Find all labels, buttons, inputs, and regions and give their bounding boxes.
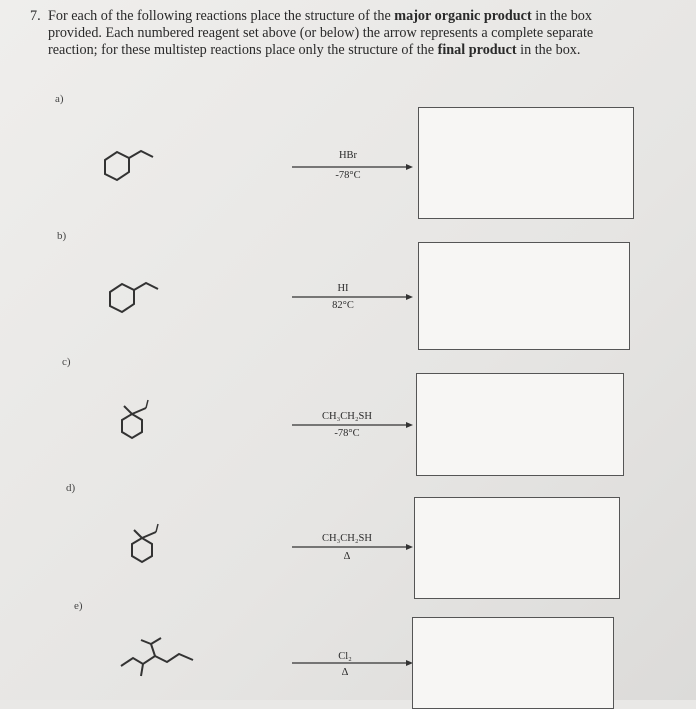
- reagent-e-top: Cl₂: [338, 651, 352, 662]
- reagent-d-bottom: Δ: [343, 551, 351, 562]
- reactant-d-structure: [118, 522, 178, 572]
- reactant-e-structure: [115, 636, 205, 686]
- label-b: b): [57, 230, 67, 242]
- instruction-line-1: For each of the following reactions place the structure of the major organic product in the box: [48, 8, 592, 24]
- answer-box-d[interactable]: [414, 497, 620, 599]
- reactant-a-structure: [95, 138, 165, 188]
- label-e: e): [74, 600, 83, 612]
- instruction-line-3: reaction; for these multistep reactions place only the structure of the final product in the box.: [48, 42, 581, 58]
- question-number: 7.: [30, 8, 41, 24]
- label-d: d): [66, 482, 76, 494]
- reagent-a-bottom: -78°C: [335, 170, 361, 181]
- label-a: a): [55, 93, 64, 105]
- reagent-c-top: CH₃CH₂SH: [322, 411, 372, 422]
- question-instructions: [48, 8, 668, 59]
- instruction-line-2: provided. Each numbered reagent set above (or below) the arrow represents a complete separate: [48, 25, 594, 41]
- reactant-b-structure: [100, 270, 170, 320]
- reagent-b-bottom: 82°C: [332, 300, 354, 311]
- reagent-c-bottom: -78°C: [334, 428, 360, 439]
- reagent-e-bottom: Δ: [341, 667, 349, 678]
- reagent-a-top: HBr: [338, 150, 358, 161]
- answer-box-a[interactable]: [418, 107, 634, 219]
- answer-box-b[interactable]: [418, 242, 630, 350]
- answer-box-e[interactable]: [412, 617, 614, 709]
- reactant-c-structure: [108, 398, 168, 448]
- label-c: c): [62, 356, 71, 368]
- answer-box-c[interactable]: [416, 373, 624, 476]
- reagent-d-top: CH₃CH₂SH: [322, 533, 372, 544]
- reagent-b-top: HI: [337, 283, 349, 294]
